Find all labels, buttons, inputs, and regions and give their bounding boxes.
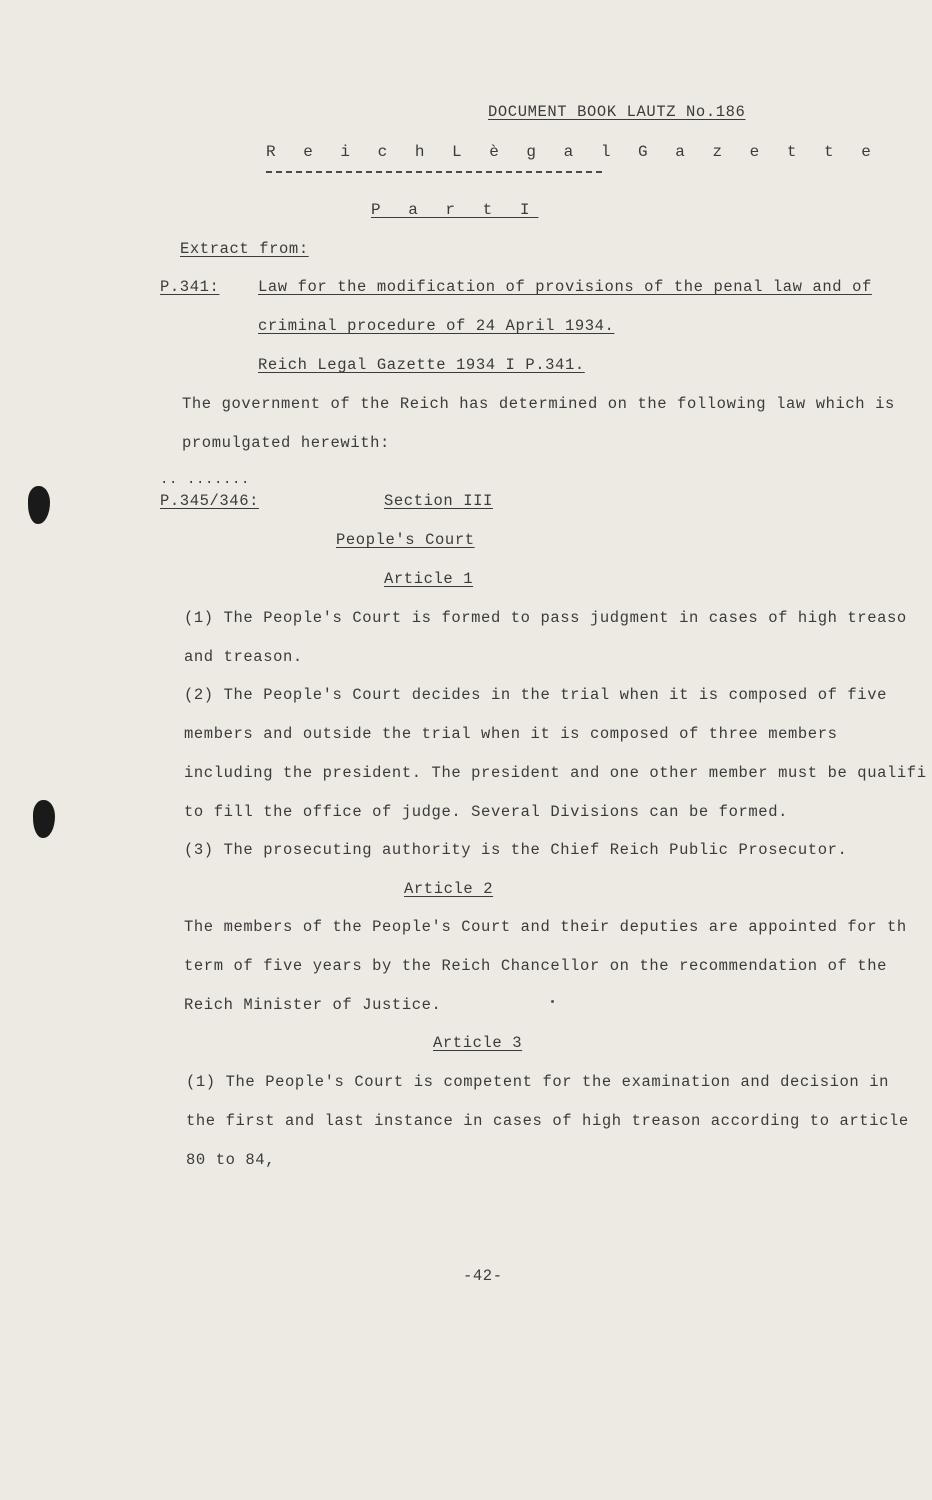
section-heading: Section III: [384, 492, 493, 510]
article-2-line-3: Reich Minister of Justice.: [184, 996, 442, 1014]
punch-hole-bottom: [33, 800, 55, 838]
article-2-line-1: The members of the People's Court and their deputies are appointed for th: [184, 918, 907, 936]
article-2-line-2: term of five years by the Reich Chancellor on the recommendation of the: [184, 957, 888, 975]
gazette-reference: Reich Legal Gazette 1934 I P.341.: [258, 356, 585, 374]
page-ref-341: P.341:: [160, 278, 220, 296]
document-book-reference: DOCUMENT BOOK LAUTZ No.186: [488, 103, 746, 121]
ellipsis: .. .......: [160, 472, 251, 488]
article-3-heading: Article 3: [433, 1034, 523, 1052]
extract-label: Extract from:: [180, 240, 309, 258]
intro-line-1: The government of the Reich has determined on the following law which is: [182, 395, 895, 413]
article-3-line-1: (1) The People's Court is competent for the examination and decision in: [186, 1073, 890, 1091]
article-1-para-3-line-1: (3) The prosecuting authority is the Chief Reich Public Prosecutor.: [184, 841, 848, 859]
title-dashed-rule: [266, 171, 602, 173]
article-3-line-3: 80 to 84,: [186, 1151, 276, 1169]
article-1-para-2-line-2: members and outside the trial when it is composed of three members: [184, 725, 838, 743]
part-heading: P a r t I: [371, 201, 539, 219]
article-1-para-2-line-4: to fill the office of judge. Several Divisions can be formed.: [184, 803, 788, 821]
stray-mark: [551, 1000, 554, 1003]
law-title-line-2: criminal procedure of 24 April 1934.: [258, 317, 615, 335]
article-1-para-2-line-3: including the president. The president and one other member must be qualifi: [184, 764, 927, 782]
gazette-title: R e i c h L è g a l G a z e t t e: [266, 143, 880, 161]
article-1-para-1-line-1: (1) The People's Court is formed to pass judgment in cases of high treaso: [184, 609, 907, 627]
page-ref-345-346: P.345/346:: [160, 492, 260, 510]
page-number: -42-: [463, 1267, 503, 1285]
article-1-heading: Article 1: [384, 570, 474, 588]
court-heading: People's Court: [336, 531, 475, 549]
article-2-heading: Article 2: [404, 880, 494, 898]
punch-hole-top: [28, 486, 50, 524]
article-1-para-1-line-2: and treason.: [184, 648, 303, 666]
law-title-line-1: Law for the modification of provisions of the penal law and of: [258, 278, 872, 296]
intro-line-2: promulgated herewith:: [182, 434, 390, 452]
article-3-line-2: the first and last instance in cases of high treason according to article: [186, 1112, 909, 1130]
article-1-para-2-line-1: (2) The People's Court decides in the trial when it is composed of five: [184, 686, 888, 704]
